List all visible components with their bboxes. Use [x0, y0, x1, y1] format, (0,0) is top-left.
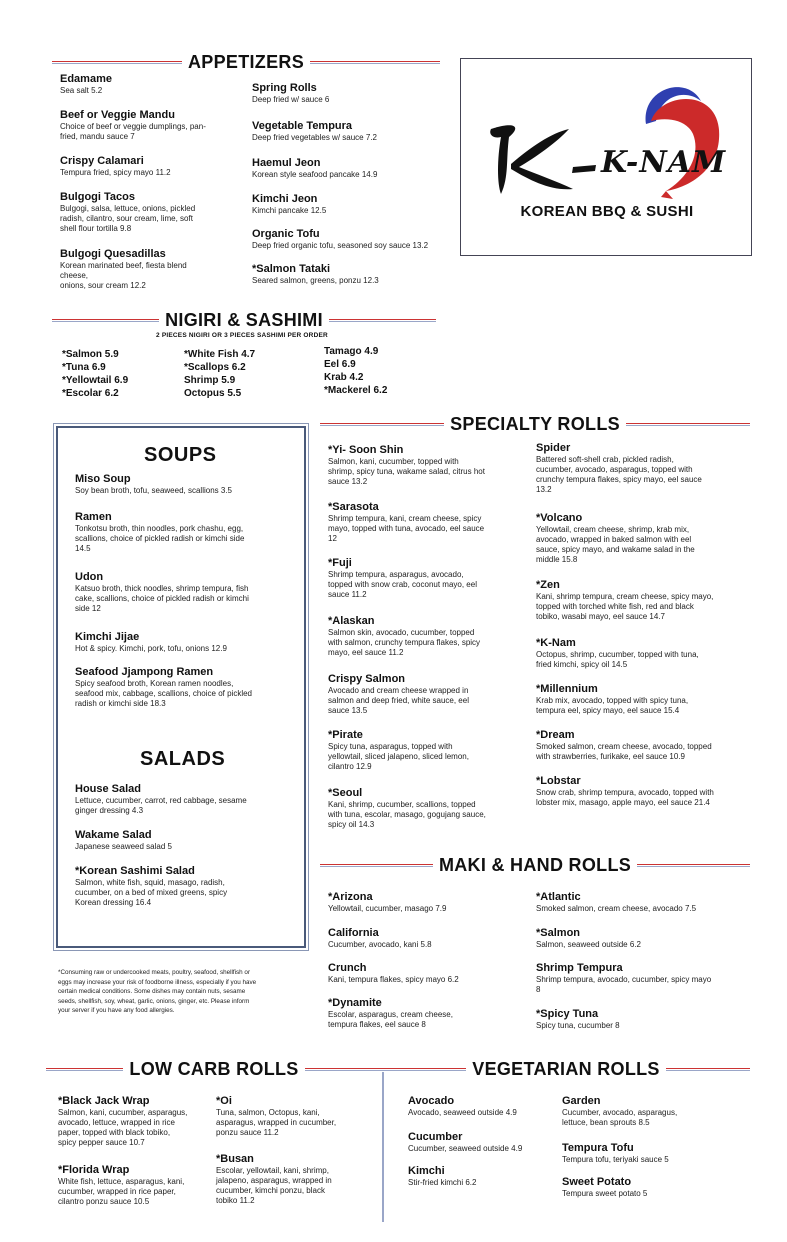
menu-item-description: Choice of beef or veggie dumplings, pan- fried, mandu sauce 7: [60, 122, 206, 141]
menu-item: [536, 579, 751, 622]
menu-item-name: *Volcano: [536, 512, 583, 524]
menu-item-name: *K-Nam: [536, 637, 576, 649]
menu-item-description: Deep fried organic tofu, seasoned soy sauce 13.2: [252, 241, 429, 250]
menu-item: [536, 683, 751, 716]
maki-title: MAKI & HAND ROLLS: [438, 855, 632, 875]
menu-item-description: Tempura fried, spicy mayo 11.2: [60, 168, 171, 177]
divider: [320, 864, 433, 867]
menu-item-name: Kimchi: [408, 1165, 445, 1177]
menu-item-description: Escolar, yellowtail, kani, shrimp, jalapeno, asparagus, wrapped in cucumber, kimchi ponzu, black tobiko 11.2: [216, 1166, 332, 1205]
divider: [382, 1068, 466, 1071]
nigiri-item: Shrimp 5.9: [184, 375, 236, 386]
menu-item-description: White fish, lettuce, asparagus, kani, cucumber, wrapped in rice paper, cilantro ponzu sauce 10.5: [58, 1177, 185, 1206]
menu-item-name: *Salmon: [536, 927, 581, 939]
menu-item: [252, 82, 457, 105]
menu-item-description: Avocado and cream cheese wrapped in salmon and deep fried, white sauce, eel sauce 13.5: [328, 686, 469, 715]
menu-item-description: Salmon, kani, cucumber, asparagus, avocado, lettuce, wrapped in rice paper, topped with black tobiko, spicy pepper sauce 10.7: [58, 1108, 188, 1147]
menu-item: [75, 511, 290, 554]
menu-item-description: Cucumber, avocado, asparagus, lettuce, bean sprouts 8.5: [562, 1108, 678, 1127]
menu-item: [60, 73, 250, 96]
menu-item-name: Avocado: [408, 1095, 455, 1107]
menu-item: [328, 729, 528, 772]
nigiri-item: *Salmon 5.9: [62, 349, 119, 360]
menu-item-name: Bulgogi Quesadillas: [60, 248, 166, 260]
menu-item-name: *Spicy Tuna: [536, 1008, 599, 1020]
menu-item-name: *Arizona: [328, 891, 373, 903]
divider: [626, 423, 750, 426]
nigiri-item: Octopus 5.5: [184, 388, 242, 399]
soups-title: SOUPS: [144, 444, 217, 466]
menu-item-description: Bulgogi, salsa, lettuce, onions, pickled radish, cilantro, sour cream, lime, soft shell flour tortilla 9.8: [60, 204, 196, 233]
nigiri-col-1: [62, 348, 128, 400]
menu-item: [328, 557, 528, 600]
divider: [666, 1068, 750, 1071]
menu-item-name: Garden: [562, 1095, 601, 1107]
menu-item: [408, 1165, 558, 1188]
divider: [310, 61, 440, 64]
divider: [46, 1068, 123, 1071]
menu-item-name: *Sarasota: [328, 501, 379, 513]
logo-brand: K-NAM: [601, 145, 727, 180]
menu-item-name: *Oi: [216, 1095, 232, 1107]
menu-item: [562, 1142, 742, 1165]
menu-item-description: Shrimp tempura, avocado, cucumber, spicy mayo 8: [536, 975, 712, 994]
menu-item: [328, 927, 528, 950]
menu-item-description: Smoked salmon, cream cheese, avocado, topped with strawberries, furikake, eel sauce 10.9: [536, 742, 712, 761]
menu-item: [536, 927, 751, 950]
menu-item: [60, 191, 250, 234]
menu-item: [216, 1095, 376, 1138]
appetizers-header: [52, 52, 440, 73]
menu-item-name: Haemul Jeon: [252, 157, 321, 169]
menu-item-description: Seared salmon, greens, ponzu 12.3: [252, 276, 379, 285]
menu-item-description: Tempura tofu, teriyaki sauce 5: [562, 1155, 669, 1164]
nigiri-title: NIGIRI & SASHIMI: [165, 310, 323, 330]
menu-item: [536, 442, 751, 495]
specialty-header: [320, 414, 750, 435]
nigiri-item: *Mackerel 6.2: [324, 385, 388, 396]
menu-item-name: *Dynamite: [328, 997, 382, 1009]
menu-item: [60, 248, 250, 291]
menu-item: [536, 891, 751, 914]
menu-item-description: Shrimp tempura, asparagus, avocado, topped with snow crab, coconut mayo, eel sauce 11.2: [328, 570, 477, 599]
menu-item: [252, 120, 457, 143]
menu-item-name: Udon: [75, 571, 104, 583]
menu-item: [536, 512, 751, 565]
menu-item-name: Beef or Veggie Mandu: [60, 109, 175, 121]
menu-item-description: Smoked salmon, cream cheese, avocado 7.5: [536, 904, 697, 913]
menu-item-name: Organic Tofu: [252, 228, 320, 240]
nigiri-item: *Tuna 6.9: [62, 362, 106, 373]
menu-item: [536, 962, 751, 995]
menu-item-name: Edamame: [60, 73, 112, 85]
menu-item-description: Deep fried vegetables w/ sauce 7.2: [252, 133, 377, 142]
menu-item: [536, 729, 751, 762]
menu-item-name: Spider: [536, 442, 571, 454]
nigiri-subtitle: 2 PIECES NIGIRI OR 3 PIECES SASHIMI PER ORDER: [156, 332, 328, 339]
menu-item-description: Salmon skin, avocado, cucumber, topped with salmon, crunchy tempura flakes, spicy mayo, eel sauce 11.2: [328, 628, 481, 657]
menu-item-description: Snow crab, shrimp tempura, avocado, topped with lobster mix, masago, apple mayo, eel sauce 21.4: [536, 788, 714, 807]
menu-item: [252, 228, 457, 251]
menu-item-name: *Pirate: [328, 729, 363, 741]
menu-item-name: Miso Soup: [75, 473, 131, 485]
menu-item-description: Cucumber, seaweed outside 4.9: [408, 1144, 523, 1153]
menu-item-name: Ramen: [75, 511, 112, 523]
menu-item: [75, 473, 290, 496]
menu-item-name: Wakame Salad: [75, 829, 152, 841]
menu-item-name: *Millennium: [536, 683, 598, 695]
menu-item: [328, 501, 528, 544]
menu-item-name: Tempura Tofu: [562, 1142, 634, 1154]
menu-item: [328, 615, 528, 658]
menu-item-description: Korean style seafood pancake 14.9: [252, 170, 378, 179]
menu-item-description: Octopus, shrimp, cucumber, topped with tuna, fried kimchi, spicy oil 14.5: [536, 650, 699, 669]
menu-item: [408, 1095, 558, 1118]
menu-item-description: Sea salt 5.2: [60, 86, 103, 95]
menu-item: [75, 571, 290, 614]
menu-item: [328, 997, 528, 1030]
nigiri-item: Eel 6.9: [324, 359, 356, 370]
menu-item-name: House Salad: [75, 783, 142, 795]
menu-item-description: Salmon, white fish, squid, masago, radish, cucumber, on a bed of mixed greens, spicy Korean dressing 16.4: [75, 878, 228, 907]
menu-item-description: Spicy seafood broth, Korean ramen noodles, seafood mix, cabbage, scallions, choice of pickled radish or kimchi side 18.3: [75, 679, 252, 708]
menu-item-description: Spicy tuna, cucumber 8: [536, 1021, 620, 1030]
nigiri-item: *Scallops 6.2: [184, 362, 246, 373]
menu-item: [536, 637, 751, 670]
vegetarian-title: VEGETARIAN ROLLS: [472, 1059, 660, 1079]
menu-item-description: Spicy tuna, asparagus, topped with yellowtail, sliced jalapeno, sliced lemon, cilantro 12.9: [328, 742, 469, 771]
menu-item-name: Bulgogi Tacos: [60, 191, 135, 203]
specialty-title: SPECIALTY ROLLS: [450, 414, 620, 434]
menu-item-description: Lettuce, cucumber, carrot, red cabbage, sesame ginger dressing 4.3: [75, 796, 247, 815]
menu-item: [328, 673, 528, 716]
menu-item-description: Kani, tempura flakes, spicy mayo 6.2: [328, 975, 459, 984]
menu-item-name: Crispy Calamari: [60, 155, 144, 167]
menu-item-name: Kimchi Jeon: [252, 193, 318, 205]
menu-item-name: Crispy Salmon: [328, 673, 406, 685]
menu-item-name: *Dream: [536, 729, 575, 741]
menu-item-description: Hot & spicy. Kimchi, pork, tofu, onions 12.9: [75, 644, 227, 653]
menu-item-name: *Seoul: [328, 787, 363, 799]
menu-item-name: Crunch: [328, 962, 367, 974]
menu-item: [408, 1131, 558, 1154]
menu-item: [58, 1164, 218, 1207]
menu-item-description: Battered soft-shell crab, pickled radish, cucumber, avocado, asparagus, topped with crunchy tempura flakes, spicy mayo, eel sauce 13.2: [536, 455, 702, 494]
divider: [52, 319, 159, 322]
menu-item-name: *Busan: [216, 1153, 254, 1165]
menu-item-description: Stir-fried kimchi 6.2: [408, 1178, 477, 1187]
menu-item-description: Kimchi pancake 12.5: [252, 206, 327, 215]
menu-item: [562, 1095, 742, 1128]
menu-item: [252, 157, 457, 180]
menu-item-description: Korean marinated beef, fiesta blend cheese, onions, sour cream 12.2: [60, 261, 187, 290]
menu-item-description: Katsuo broth, thick noodles, shrimp tempura, fish cake, scallions, choice of pickled radish or kimchi side 12: [75, 584, 249, 613]
menu-item: [328, 962, 528, 985]
menu-item-name: *Black Jack Wrap: [58, 1095, 150, 1107]
menu-item-description: Tuna, salmon, Octopus, kani, asparagus, wrapped in cucumber, ponzu sauce 11.2: [216, 1108, 337, 1137]
menu-item-description: Salmon, kani, cucumber, topped with shrimp, spicy tuna, wakame salad, citrus hot sauce 13.2: [328, 457, 485, 486]
menu-item: [328, 444, 528, 487]
maki-header: [320, 855, 750, 876]
nigiri-item: *Yellowtail 6.9: [62, 375, 129, 386]
divider: [52, 61, 182, 64]
menu-item-description: Avocado, seaweed outside 4.9: [408, 1108, 517, 1117]
menu-item-description: Yellowtail, cream cheese, shrimp, krab mix, avocado, wrapped in baked salmon with eel sauce, spicy mayo, and wakame salad in the middle 15.8: [536, 525, 695, 564]
menu-item: [75, 829, 290, 852]
menu-item: [75, 783, 290, 816]
menu-item: [75, 865, 290, 908]
nigiri-item: *Escolar 6.2: [62, 388, 119, 399]
menu-item-description: Kani, shrimp tempura, cream cheese, spicy mayo, topped with torched white fish, red and black tobiko, wasabi mayo, eel sauce 14.7: [536, 592, 714, 621]
menu-item-name: *Lobstar: [536, 775, 581, 787]
vegetarian-header: [382, 1059, 750, 1080]
menu-item-description: Yellowtail, cucumber, masago 7.9: [328, 904, 447, 913]
divider: [305, 1068, 382, 1071]
menu-item: [58, 1095, 218, 1148]
menu-item-name: *Salmon Tataki: [252, 263, 331, 275]
menu-item-name: Kimchi Jijae: [75, 631, 140, 643]
menu-item: [562, 1176, 742, 1199]
menu-item-description: Salmon, seaweed outside 6.2: [536, 940, 641, 949]
appetizers-title: APPETIZERS: [187, 52, 305, 72]
nigiri-col-2: [184, 348, 255, 400]
allergy-footnote: *Consuming raw or undercooked meats, poultry, seafood, shellfish or eggs may increase your risk of foodborne illness, especially if you have certain medical conditions. Some dishes may contain nuts, sesame seeds, shellfish, soy, wheat, garlic, onions, ginger, etc. Please inform your server if you have any food allergies.: [58, 969, 257, 1014]
menu-item-name: Shrimp Tempura: [536, 962, 623, 974]
menu-item-name: Spring Rolls: [252, 82, 317, 94]
nigiri-item: Tamago 4.9: [324, 346, 379, 357]
menu-item-name: *Fuji: [328, 557, 352, 569]
menu-item: [75, 666, 290, 709]
lowcarb-header: [46, 1059, 382, 1080]
menu-item-description: Soy bean broth, tofu, seaweed, scallions 3.5: [75, 486, 232, 495]
menu-item-description: Japanese seaweed salad 5: [75, 842, 172, 851]
menu-item: [252, 263, 457, 286]
menu-item-name: California: [328, 927, 379, 939]
menu-item: [536, 775, 751, 808]
menu-item: [75, 631, 290, 654]
menu-item-name: *Yi- Soon Shin: [328, 444, 404, 456]
menu-item-name: *Atlantic: [536, 891, 581, 903]
menu-item-name: *Alaskan: [328, 615, 375, 627]
menu-item-description: Tonkotsu broth, thin noodles, pork chashu, egg, scallions, choice of pickled radish or kimchi side 14.5: [75, 524, 245, 553]
logo-tagline: KOREAN BBQ & SUSHI: [520, 203, 694, 220]
menu-item-name: *Florida Wrap: [58, 1164, 130, 1176]
menu-item-description: Escolar, asparagus, cream cheese, tempura flakes, eel sauce 8: [328, 1010, 453, 1029]
lowcarb-title: LOW CARB ROLLS: [129, 1059, 299, 1079]
salads-title: SALADS: [140, 748, 226, 770]
menu-item-name: Cucumber: [408, 1131, 463, 1143]
nigiri-item: Krab 4.2: [324, 372, 364, 383]
menu-item: [252, 193, 457, 216]
menu-item: [328, 787, 528, 830]
menu-item: [328, 891, 528, 914]
menu-item-description: Krab mix, avocado, topped with spicy tuna, tempura eel, spicy mayo, eel sauce 15.4: [536, 696, 689, 715]
menu-item-name: Sweet Potato: [562, 1176, 632, 1188]
divider: [637, 864, 750, 867]
menu-item-description: Deep fried w/ sauce 6: [252, 95, 330, 104]
logo-box: [460, 58, 752, 256]
divider: [320, 423, 444, 426]
divider: [329, 319, 436, 322]
section-vertical-divider: [382, 1072, 384, 1222]
menu-item-description: Cucumber, avocado, kani 5.8: [328, 940, 432, 949]
menu-item-name: Vegetable Tempura: [252, 120, 353, 132]
menu-item-description: Kani, shrimp, cucumber, scallions, topped with tuna, escolar, masago, gogujang sauce, spicy oil 14.3: [328, 800, 486, 829]
menu-item-name: *Zen: [536, 579, 560, 591]
menu-item: [60, 109, 250, 142]
menu-item: [60, 155, 250, 178]
nigiri-col-3: [324, 345, 387, 397]
menu-item-description: Tempura sweet potato 5: [562, 1189, 648, 1198]
menu-item-name: Seafood Jjampong Ramen: [75, 666, 214, 678]
nigiri-item: *White Fish 4.7: [184, 349, 256, 360]
menu-item: [536, 1008, 751, 1031]
menu-item-name: *Korean Sashimi Salad: [75, 865, 195, 877]
menu-item: [216, 1153, 376, 1206]
nigiri-header: [52, 310, 436, 331]
menu-item-description: Shrimp tempura, kani, cream cheese, spicy mayo, topped with tuna, avocado, eel sauce 12: [328, 514, 485, 543]
